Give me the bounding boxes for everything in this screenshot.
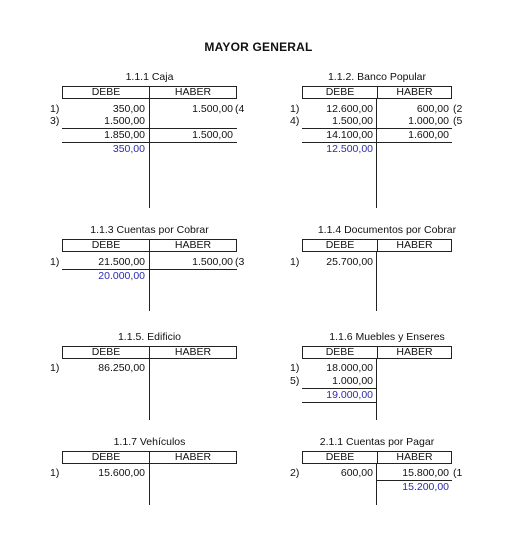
haber-header: HABER	[174, 451, 212, 463]
account-name: 1.1.6 Muebles y Enseres	[329, 331, 445, 343]
entry-ref: 1)	[290, 362, 300, 374]
entry-row	[290, 115, 517, 127]
entry-row	[290, 375, 517, 387]
debe-value: 12.600,00	[326, 103, 373, 115]
t-account-banco-popular	[290, 71, 517, 181]
t-account-edificio	[50, 331, 300, 441]
entry-ref: 1)	[290, 103, 300, 115]
account-header	[302, 239, 452, 252]
page-title: MAYOR GENERAL	[204, 40, 313, 54]
debe-value: 15.600,00	[98, 467, 145, 479]
haber-header: HABER	[396, 346, 433, 358]
haber-header: HABER	[396, 239, 433, 251]
balance-row	[50, 143, 300, 155]
haber-header: HABER	[396, 451, 433, 463]
sum-line	[302, 402, 377, 403]
debe-value: 18.000,00	[326, 362, 373, 374]
haber-total: 1.500,00	[192, 129, 233, 141]
account-name: 1.1.3 Cuentas por Cobrar	[90, 224, 209, 236]
haber-balance: 15.200,00	[402, 481, 449, 493]
total-row	[50, 129, 300, 141]
balance-row	[290, 481, 517, 493]
total-row	[290, 129, 517, 141]
debe-total: 1.850,00	[104, 129, 145, 141]
haber-header: HABER	[174, 239, 212, 251]
debe-header: DEBE	[63, 240, 150, 251]
haber-value: 15.800,00	[402, 467, 449, 479]
entry-row	[290, 467, 517, 479]
debe-header: DEBE	[63, 347, 150, 358]
t-account-vehiculos	[50, 436, 300, 546]
t-account-caja	[50, 71, 300, 181]
entry-ref: 1)	[50, 103, 60, 115]
debe-balance: 19.000,00	[326, 389, 373, 401]
account-name: 1.1.2. Banco Popular	[327, 71, 427, 83]
t-account-cuentas-por-cobrar	[50, 224, 300, 334]
debe-header: DEBE	[63, 87, 150, 98]
haber-header: HABER	[174, 86, 212, 98]
entry-row	[290, 256, 517, 268]
t-account-documentos-por-cobrar	[290, 224, 517, 334]
account-header	[302, 451, 452, 464]
account-name: 2.1.1 Cuentas por Pagar	[319, 436, 435, 448]
account-header	[302, 86, 452, 99]
entry-ref: 3)	[50, 115, 60, 127]
entry-ref: 1)	[290, 256, 300, 268]
haber-header: HABER	[396, 86, 433, 98]
debe-header: DEBE	[63, 452, 150, 463]
entry-ref: 1)	[50, 256, 60, 268]
entry-ref: (1	[453, 467, 463, 479]
entry-ref: 2)	[290, 467, 300, 479]
debe-header: DEBE	[303, 347, 378, 358]
debe-value: 25.700,00	[326, 256, 373, 268]
entry-row	[290, 362, 517, 374]
debe-value: 1.500,00	[104, 115, 145, 127]
account-header	[302, 346, 452, 359]
account-name: 1.1.1 Caja	[125, 71, 174, 83]
debe-value: 86.250,00	[98, 362, 145, 374]
debe-header: DEBE	[303, 87, 378, 98]
entry-row	[50, 256, 300, 268]
haber-value: 600,00	[416, 103, 449, 115]
debe-value: 1.000,00	[332, 375, 373, 387]
haber-header: HABER	[174, 346, 212, 358]
haber-value: 1.500,00	[192, 256, 233, 268]
haber-value: 1.000,00	[408, 115, 449, 127]
entry-ref: 1)	[50, 362, 60, 374]
debe-value: 1.500,00	[332, 115, 373, 127]
entry-ref: (3	[235, 256, 245, 268]
debe-balance: 12.500,00	[326, 143, 373, 155]
entry-ref: 4)	[290, 115, 300, 127]
debe-value: 21.500,00	[98, 256, 145, 268]
haber-value: 1.500,00	[192, 103, 233, 115]
t-account-cuentas-por-pagar	[290, 436, 517, 546]
entry-ref: 5)	[290, 375, 300, 387]
account-name: 1.1.5. Edificio	[117, 331, 182, 343]
entry-row	[50, 115, 300, 127]
balance-row	[290, 389, 517, 401]
t-account-muebles-y-enseres	[290, 331, 517, 441]
debe-value: 600,00	[340, 467, 373, 479]
debe-value: 350,00	[112, 103, 145, 115]
entry-ref: (5	[453, 115, 463, 127]
account-name: 1.1.4 Documentos por Cobrar	[317, 224, 457, 236]
entry-row	[50, 103, 300, 115]
debe-header: DEBE	[303, 452, 378, 463]
debe-balance: 350,00	[112, 143, 145, 155]
account-name: 1.1.7 Vehículos	[113, 436, 186, 448]
debe-balance: 20.000,00	[98, 270, 145, 282]
entry-ref: (2	[453, 103, 463, 115]
haber-total: 1.600,00	[408, 129, 449, 141]
balance-row	[50, 270, 300, 282]
entry-row	[50, 362, 300, 374]
balance-row	[290, 143, 517, 155]
entry-row	[290, 103, 517, 115]
entry-ref: (4	[235, 103, 245, 115]
debe-header: DEBE	[303, 240, 378, 251]
debe-total: 14.100,00	[326, 129, 373, 141]
entry-row	[50, 467, 300, 479]
entry-ref: 1)	[50, 467, 60, 479]
